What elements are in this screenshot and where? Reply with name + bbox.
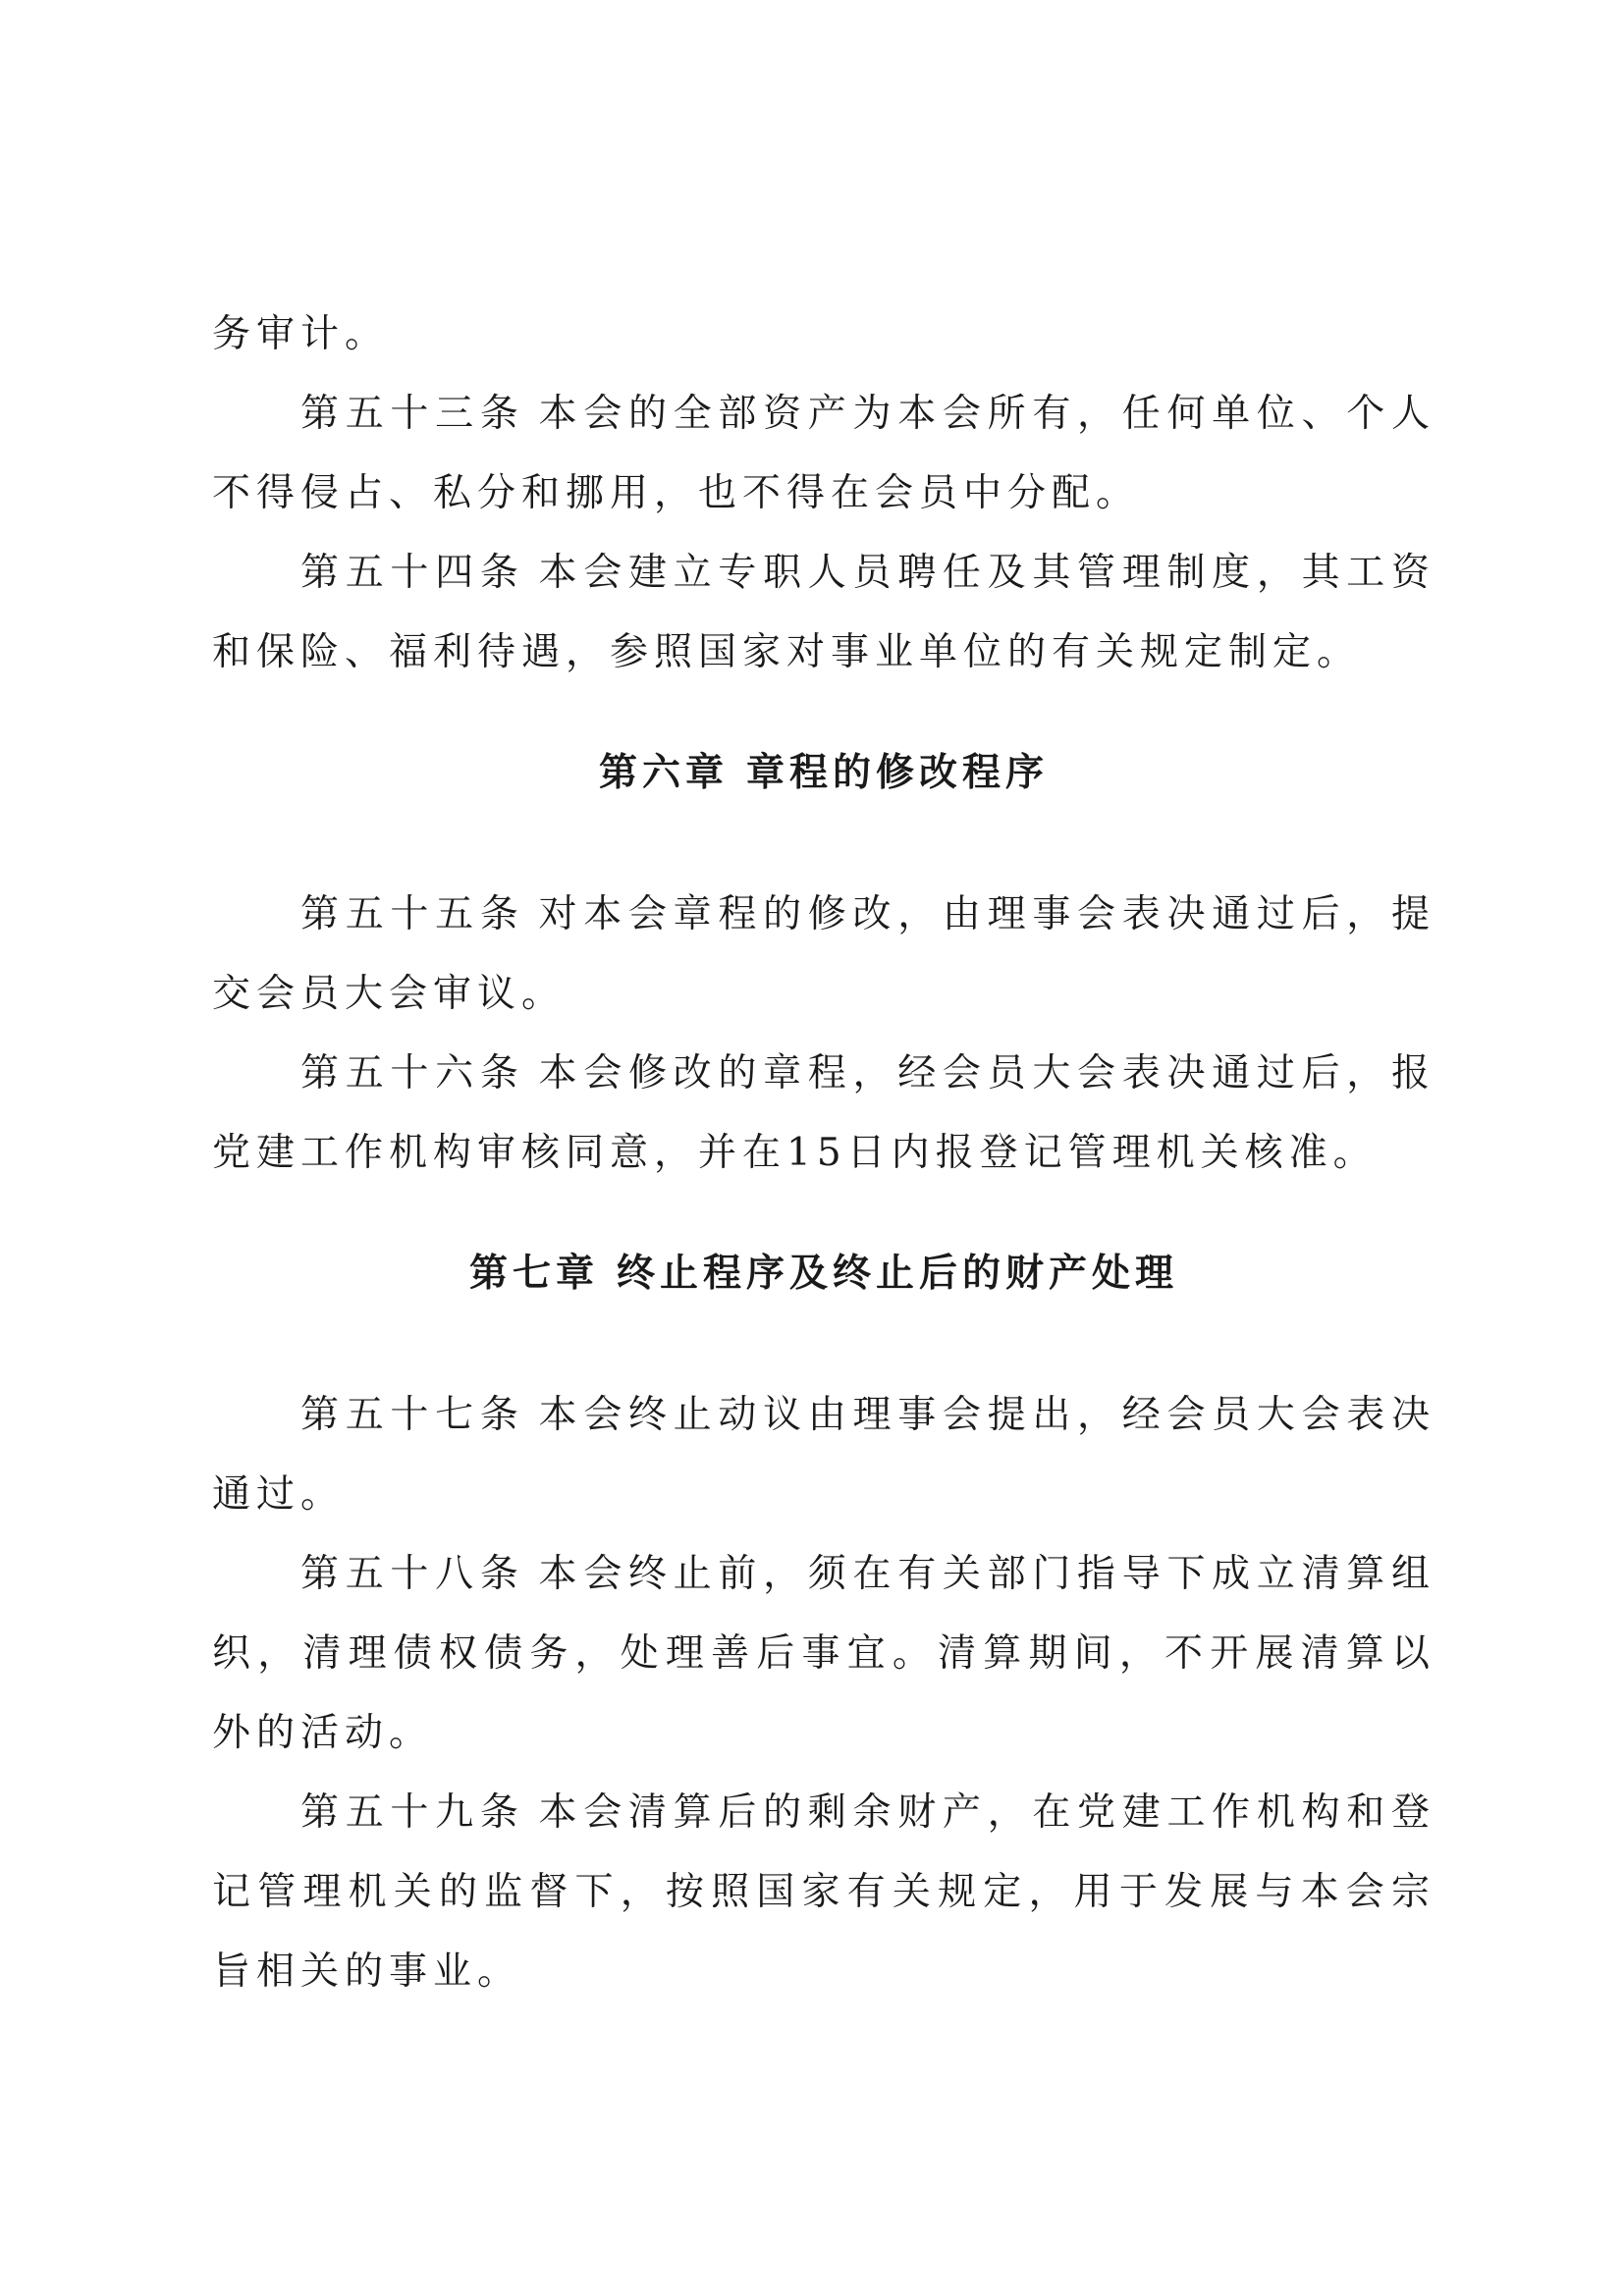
article-text: 本会的全部资产为本会所有，任何单位、个人不得侵占、私分和挪用，也不得在会员中分配。 — [212, 392, 1435, 515]
chapter-number: 第六章 — [598, 751, 729, 795]
chapter-6-heading — [212, 733, 1435, 813]
article-text: 本会清算后的剩余财产，在党建工作机构和登记管理机关的监督下，按照国家有关规定，用于发展与本会宗旨相关的事业。 — [212, 1790, 1435, 1994]
spacer — [212, 1313, 1435, 1375]
spacer — [212, 813, 1435, 875]
article-number: 第五十九条 — [300, 1790, 525, 1835]
article-55 — [212, 875, 1435, 1034]
chapter-title: 章程的修改程序 — [746, 751, 1050, 795]
spacer — [212, 1193, 1435, 1234]
article-54 — [212, 533, 1435, 692]
article-53 — [212, 374, 1435, 533]
continuation-text: 务审计。 — [212, 312, 390, 356]
article-text: 本会终止前，须在有关部门指导下成立清算组织，清理债权债务，处理善后事宜。清算期间，不开展清算以外的活动。 — [212, 1552, 1435, 1755]
chapter-title: 终止程序及终止后的财产处理 — [617, 1252, 1179, 1296]
article-number: 第五十七条 — [300, 1393, 525, 1437]
article-number: 第五十八条 — [300, 1552, 525, 1596]
article-58 — [212, 1534, 1435, 1773]
article-number: 第五十四条 — [300, 551, 525, 595]
spacer — [212, 692, 1435, 733]
article-number: 第五十三条 — [300, 392, 525, 436]
article-number: 第五十六条 — [300, 1051, 525, 1095]
article-text: 对本会章程的修改，由理事会表决通过后，提交会员大会审议。 — [212, 892, 1435, 1016]
article-text: 本会终止动议由理事会提出，经会员大会表决通过。 — [212, 1393, 1435, 1517]
article-59 — [212, 1773, 1435, 2011]
article-number: 第五十五条 — [300, 892, 525, 936]
article-56 — [212, 1034, 1435, 1193]
document-body — [212, 294, 1435, 2011]
article-text: 本会建立专职人员聘任及其管理制度，其工资和保险、福利待遇，参照国家对事业单位的有关规定制定。 — [212, 551, 1435, 674]
chapter-number: 第七章 — [468, 1252, 599, 1296]
chapter-7-heading — [212, 1234, 1435, 1313]
article-text: 本会修改的章程，经会员大会表决通过后，报党建工作机构审核同意，并在15日内报登记管理机关核准。 — [212, 1051, 1435, 1175]
article-57 — [212, 1375, 1435, 1534]
